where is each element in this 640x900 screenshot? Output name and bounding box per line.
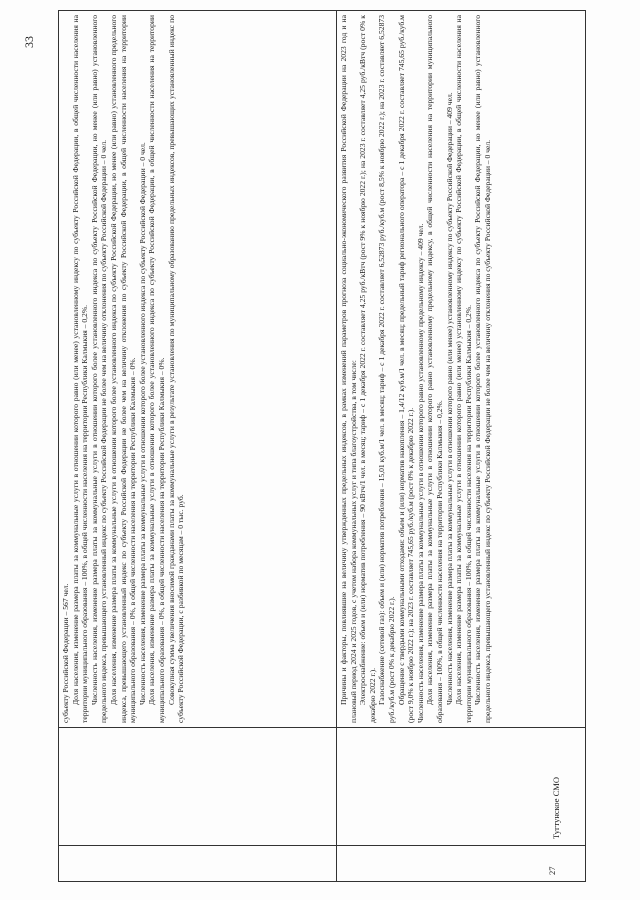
paragraph: Численность населения, изменение размера платы за коммунальные услуги в отношении которого более установленного индекса по субъекту Российской Федерации, но менее (или равно) установленного предельного индекса, превышающего установленный индекс по субъекту Российской Федерации не более чем на величину отклонения по субъекту Российской Федерации – 0 чел. <box>473 15 492 723</box>
paragraph: Численность населения, изменение размера платы за коммунальные услуги в отношении которого равно (или менее) установленному индексу по субъекту Российской Федерации – 409 чел. <box>444 92 454 705</box>
paragraph: Обращение с твердыми коммунальными отходами: объем и (или) норматив накопления – 1,4/12 куб.м/1 чел. в месяц; предельный тариф регионального оператора – с 1 декабря 2022 г. составляет 745,65 руб./куб.м (рост 9,0% к ноябрю 2022 г.); на 2023 г. составляет 745,65 руб./куб.м (рост 0% к декабрю 2022 г.). <box>396 15 416 723</box>
paragraph: Численность населения, изменение размера платы за коммунальные услуги в отношении которого равно установленному предельному индексу – 409 чел. <box>415 223 425 723</box>
description-cell <box>59 11 336 727</box>
paragraph: Численность населения, изменение размера платы за коммунальные услуги в отношении которого более установленного индекса по субъекту Российской Федерации – 0 чел. <box>137 142 147 705</box>
paragraph: Доля населения, изменение размера платы за коммунальные услуги в отношении которого равно (или менее) установленному индексу по субъекту Российской Федерации, в общей численности населения на территории муниципального образования – 100%, в общей численности населения на территории Республики Калмыкия – 0,2%. <box>454 15 473 723</box>
paragraph: Доля населения, изменение размера платы за коммунальные услуги в отношении которого равно (или менее) установленному индексу по субъекту Российской Федерации, в общей численности населения на территории муниципального образования – 100%, в общей численности населения на территории Республики Калмыкия – 0,2%. <box>70 15 90 723</box>
data-table <box>58 10 586 882</box>
paragraph: Электроснабжение: объем и (или) норматив потребления – 90 кВтч/1 чел. в месяц; тариф – с 1 декабря 2022 г. составляет 4,25 руб./кВтч (рост 9% к ноябрю 2022 г.); на 2023 г. составляет 4,25 руб./кВтч (рост 0% к декабрю 2022 г.). <box>358 15 377 723</box>
table-row <box>337 11 585 881</box>
paragraph: субъекту Российской Федерации – 567 чел. <box>61 583 70 723</box>
paragraph: Численность населения, изменение размера платы за коммунальные услуги в отношении которого более установленного индекса по субъекту Российской Федерации, но менее (или равно) установленного предельного индекса, превышающего установленный индекс по субъекту Российской Федерации не более чем на величину отклонения по субъекту Российской Федерации – 0 чел. <box>89 15 109 723</box>
paragraph: Газоснабжение (сетевой газ): объем и (или) норматив потребления – 15,01 куб.м/1 чел. в месяц; тариф – с 1 декабря 2022 г. составляет 6,52873 руб./куб.м (рост 8,5% к ноябрю 2022 г.); на 2023 г. составляет 6,52873 руб./куб.м (рост 0% к декабрю 2022 г.). <box>377 15 396 723</box>
paragraph: Совокупная сумма увеличения вносимой гражданами платы за коммунальные услуги в результате установления по муниципальному образованию предельных индексов, превышающих установленный индекс по субъекту Российской Федерации, с разбивкой по месяцам – 0 тыс. руб. <box>166 15 186 723</box>
municipality-name: Тугтунское СМО <box>551 777 561 839</box>
municipality-name-cell <box>337 727 585 845</box>
description-cell <box>337 11 585 727</box>
row-number: 27 <box>547 866 557 875</box>
municipality-name-cell <box>59 727 336 845</box>
paragraph: Причины и факторы, повлиявшие на величину утвержденных предельных индексов, в рамках изменений параметров прогноза социально-экономического развития Российской Федерации на 2023 год и на плановый период 2024 и 2025 годов, с учетом набора коммунальных услуг и типа благоустройства, в том числе: <box>339 15 358 723</box>
page-number: 33 <box>22 36 36 48</box>
row-number-cell <box>337 845 585 881</box>
table-row <box>59 11 337 881</box>
row-number-cell <box>59 845 336 881</box>
paragraph: Доля населения, изменение размера платы за коммунальные услуги в отношении которого более установленного индекса по субъекту Российской Федерации, в общей численности населения на территории муниципального образования – 0%, в общей численности населения на территории Республики Калмыкия – 0%. <box>147 15 166 723</box>
paragraph: Доля населения, изменение размера платы за коммунальные услуги в отношении которого равно установленному предельному индексу, в общей численности населения на территории муниципального образования – 100%, в общей численности населения на территории Республики Калмыкия – 0,2%. <box>425 15 444 723</box>
paragraph: Доля населения, изменение размера платы за коммунальные услуги в отношении которого более установленного индекса по субъекту Российской Федерации, но менее (или равно) установленного предельного индекса, превышающего установленный индекс по субъекту Российской Федерации не более чем на величину отклонения по субъекту Российской Федерации, в общей численности населения на территории муниципального образования – 0%, в общей численности населения на территории Республики Калмыкия – 0%. <box>108 15 138 723</box>
